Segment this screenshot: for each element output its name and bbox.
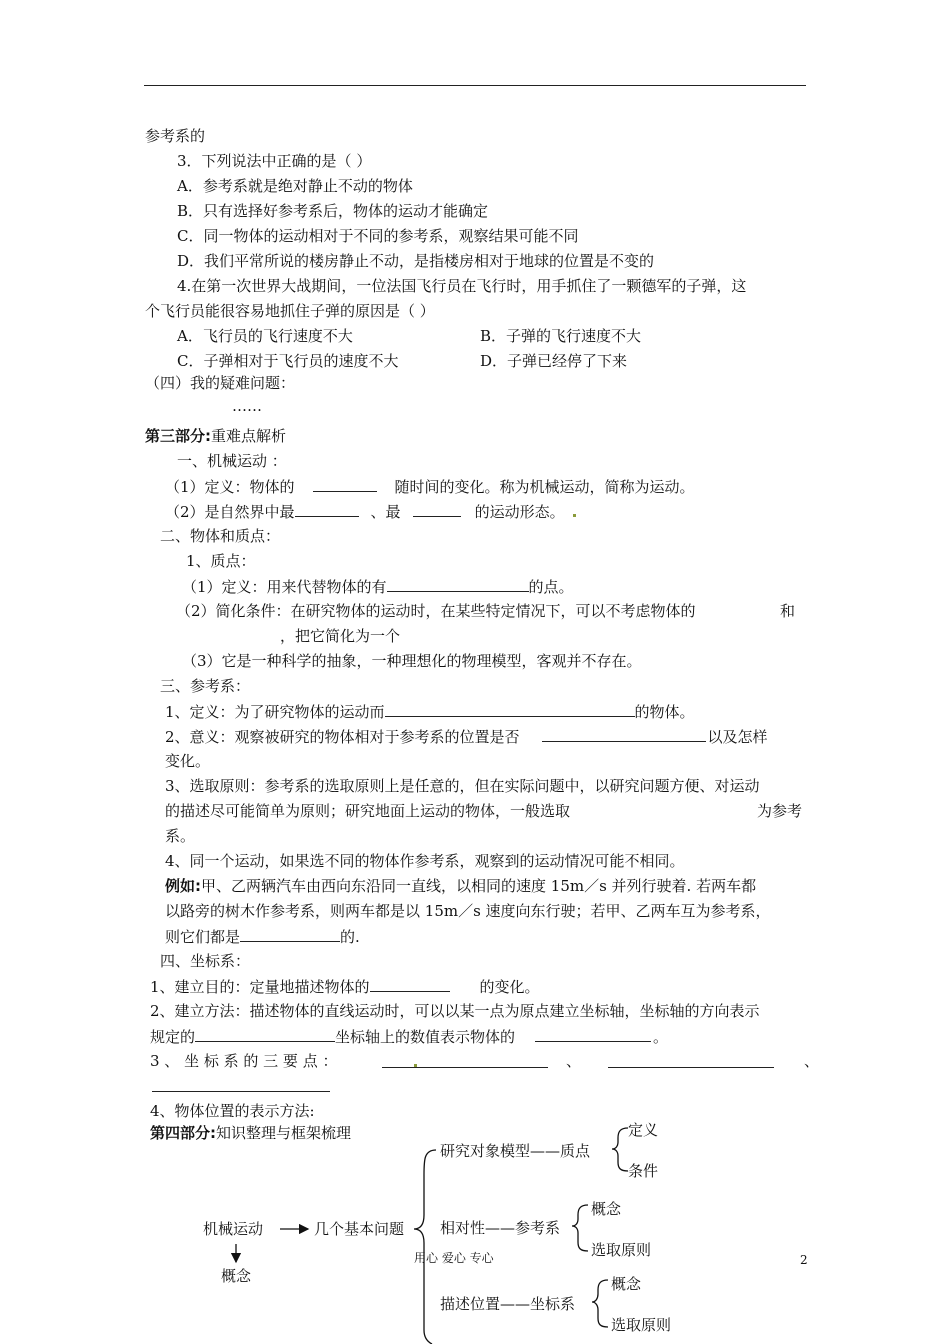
part-3-title: 重难点解析 [211, 427, 287, 445]
text: 。 [653, 1028, 669, 1046]
text: 随时间的变化。称为机械运动，简称为运动。 [394, 478, 695, 496]
text: 1、定义：为了研究物体的运动而 [165, 703, 385, 721]
example-line-2: 以路旁的树木作参考系，则两车都是以 15m／s 速度向东行驶；若甲、乙两车互为参考系， [165, 902, 771, 920]
page-number: 2 [800, 1253, 808, 1267]
diagram-root: 机械运动 [203, 1220, 264, 1238]
doubt-heading: （四）我的疑难问题： [145, 374, 296, 392]
diagram-model-definition: 定义 [628, 1121, 659, 1139]
question-4-cont: 个飞行员能很容易地抓住子弹的原因是（ ） [145, 302, 435, 320]
position-representation: 4、物体位置的表示方法: [150, 1102, 315, 1120]
particle-condition-cont: ，把它简化为一个 [280, 627, 401, 645]
footer-motto: 用心 爱心 专心 [414, 1251, 494, 1265]
question-4: 4.在第一次世界大战期间，一位法国飞行员在飞行时，用手抓住了一颗德军的子弹，这 [177, 277, 747, 295]
option-4a: A．飞行员的飞行速度不大 [177, 327, 353, 345]
section-2-heading: 二、物体和质点： [160, 527, 281, 545]
option-3c: C．同一物体的运动相对于不同的参考系，观察结果可能不同 [177, 227, 579, 245]
text: 的变化。 [479, 978, 540, 996]
particle-condition-and: 和 [780, 602, 796, 620]
text: （1）定义：物体的 [165, 478, 295, 496]
coord-method: 2、建立方法：描述物体的直线运动时，可以以某一点为原点建立坐标轴，坐标轴的方向表示 [150, 1002, 760, 1020]
text: 1、建立目的：定量地描述物体的 [150, 978, 370, 996]
brace-icon [572, 1205, 588, 1251]
text: 的运动形态。 [474, 503, 565, 521]
diagram-relativity: 相对性——参考系 [440, 1219, 561, 1237]
option-4c: C．子弹相对于飞行员的速度不大 [177, 352, 399, 370]
coord-three-points: 3 、 坐 标 系 的 三 要 点 ： [150, 1052, 338, 1070]
brace-icon [414, 1150, 436, 1344]
text: 坐标轴上的数值表示物体的 [335, 1028, 516, 1046]
option-3a: A．参考系就是绝对静止不动的物体 [177, 177, 413, 195]
brace-icon [592, 1280, 608, 1327]
diagram-model: 研究对象模型——质点 [440, 1142, 591, 1160]
diagram-relativity-rule: 选取原则 [591, 1241, 652, 1259]
particle-condition: （2）简化条件：在研究物体的运动时，在某些特定情况下，可以不考虑物体的 [176, 602, 696, 620]
section-4-heading: 四、坐标系： [160, 952, 251, 970]
comma: 、 [566, 1052, 582, 1070]
brace-icon [612, 1128, 628, 1171]
text: 的. [340, 928, 360, 946]
example-label: 例如: [165, 877, 201, 895]
diagram-basic-questions: 几个基本问题 [314, 1220, 405, 1238]
diagram-concept: 概念 [221, 1267, 252, 1285]
section-1-heading: 一、机械运动 ： [177, 452, 287, 470]
diagram-position: 描述位置——坐标系 [440, 1295, 576, 1313]
frame-relativity: 4、同一个运动，如果选不同的物体作参考系，观察到的运动情况可能不相同。 [165, 852, 685, 870]
frame-principle-tail: 系。 [165, 827, 196, 845]
diagram-position-concept: 概念 [611, 1275, 642, 1293]
diagram-relativity-concept: 概念 [591, 1200, 622, 1218]
option-4b: B．子弹的飞行速度不大 [480, 327, 642, 345]
text-line: 参考系的 [145, 127, 206, 145]
section-3-heading: 三、参考系： [160, 677, 251, 695]
comma: 、 [804, 1052, 820, 1070]
part-4-label: 第四部分: [150, 1124, 216, 1142]
text: （2）是自然界中最 [165, 503, 295, 521]
particle-heading: 1、质点： [186, 552, 256, 570]
text: 以及怎样 [707, 728, 768, 746]
text: 2、意义：观察被研究的物体相对于参考系的位置是否 [165, 728, 520, 746]
text: 的物体。 [634, 703, 695, 721]
ellipsis: …… [232, 397, 262, 415]
text: 甲、乙两辆汽车由西向东沿同一直线，以相同的速度 15m／s 并列行驶着. 若两车都 [201, 877, 757, 895]
frame-meaning-cont: 变化。 [165, 752, 211, 770]
frame-principle-end: 为参考 [757, 802, 803, 820]
option-4d: D．子弹已经停了下来 [480, 352, 628, 370]
part-4-title: 知识整理与框架梳理 [216, 1124, 352, 1142]
text: （1）定义：用来代替物体的有 [182, 578, 387, 596]
particle-abstraction: （3）它是一种科学的抽象，一种理想化的物理模型，客观并不存在。 [182, 652, 642, 670]
option-3d: D．我们平常所说的楼房静止不动，是指楼房相对于地球的位置是不变的 [177, 252, 655, 270]
question-3: 3．下列说法中正确的是（ ） [177, 152, 372, 170]
frame-principle: 3、选取原则：参考系的选取原则上是任意的，但在实际问题中，以研究问题方便、对运动 [165, 777, 760, 795]
option-3b: B．只有选择好参考系后，物体的运动才能确定 [177, 202, 489, 220]
diagram-position-rule: 选取原则 [611, 1316, 672, 1334]
frame-principle-cont: 的描述尽可能简单为原则；研究地面上运动的物体，一般选取 [165, 802, 571, 820]
text: 的点。 [528, 578, 574, 596]
diagram-model-condition: 条件 [628, 1162, 659, 1180]
text: 、最 [370, 503, 401, 521]
text: 则它们都是 [165, 928, 241, 946]
text: 规定的 [150, 1028, 196, 1046]
part-3-label: 第三部分: [145, 427, 211, 445]
